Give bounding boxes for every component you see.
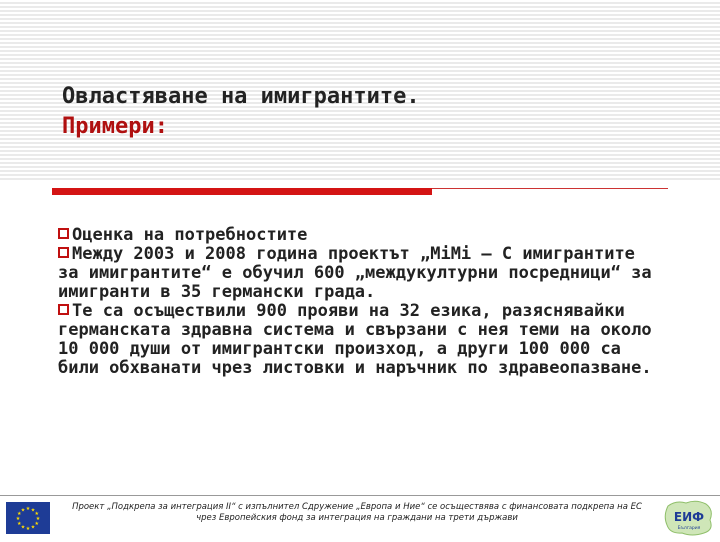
bullet-paragraph-2 xyxy=(58,245,658,302)
svg-text:★: ★ xyxy=(34,521,39,527)
title-underline-bar xyxy=(52,188,432,195)
svg-text:★: ★ xyxy=(20,507,26,514)
svg-text:★: ★ xyxy=(25,526,31,532)
eif-logo-icon xyxy=(662,498,716,538)
slide-title xyxy=(62,82,420,142)
title-underline-thin xyxy=(432,188,668,189)
paragraph-text: Те са осъществили 900 прояви на 32 езика, разяснявайки германската здравна система и свързани с нея теми на около 10 000 души от имигрантски произход, а други 100 000 са били обхванати чрез листовки и наръчник по здравеопазване. xyxy=(58,301,652,378)
paragraph-text: Между 2003 и 2008 година проектът „MiMi — С имигрантите за имигрантите“ е обучил 600 „междукултурни посредници“ за имигранти в 35 германски града. xyxy=(58,244,652,302)
footer-funding-text: Проект „Подкрепа за интеграция II“ с изпълнител Сдружение „Европа и Ние“ се осъществява с финансовата подкрепа на ЕС чрез Европейския фонд за интеграция на граждани на трети държави xyxy=(72,502,642,523)
svg-text:★: ★ xyxy=(35,516,41,522)
svg-text:★: ★ xyxy=(17,521,22,527)
title-line-2: Примери: xyxy=(62,114,168,139)
eif-logo-subtext: България xyxy=(677,526,701,531)
svg-text:★: ★ xyxy=(34,511,39,517)
checkbox-bullet-icon xyxy=(58,304,69,315)
bullet-paragraph-3 xyxy=(58,302,658,378)
bullet-paragraph-1 xyxy=(58,226,658,245)
title-line-1: Овластяване на имигрантите. xyxy=(62,84,420,109)
svg-text:★: ★ xyxy=(30,507,36,514)
eif-logo-text: ЕИФ xyxy=(673,510,705,524)
slide-body xyxy=(58,226,658,378)
checkbox-bullet-icon xyxy=(58,228,69,239)
eu-flag-icon xyxy=(6,502,50,534)
svg-text:★: ★ xyxy=(15,516,21,522)
paragraph-text: Оценка на потребностите xyxy=(72,225,308,245)
svg-text:★: ★ xyxy=(30,524,36,531)
svg-text:★: ★ xyxy=(17,511,22,517)
checkbox-bullet-icon xyxy=(58,247,69,258)
svg-text:★: ★ xyxy=(20,524,26,531)
svg-text:★: ★ xyxy=(25,506,31,512)
